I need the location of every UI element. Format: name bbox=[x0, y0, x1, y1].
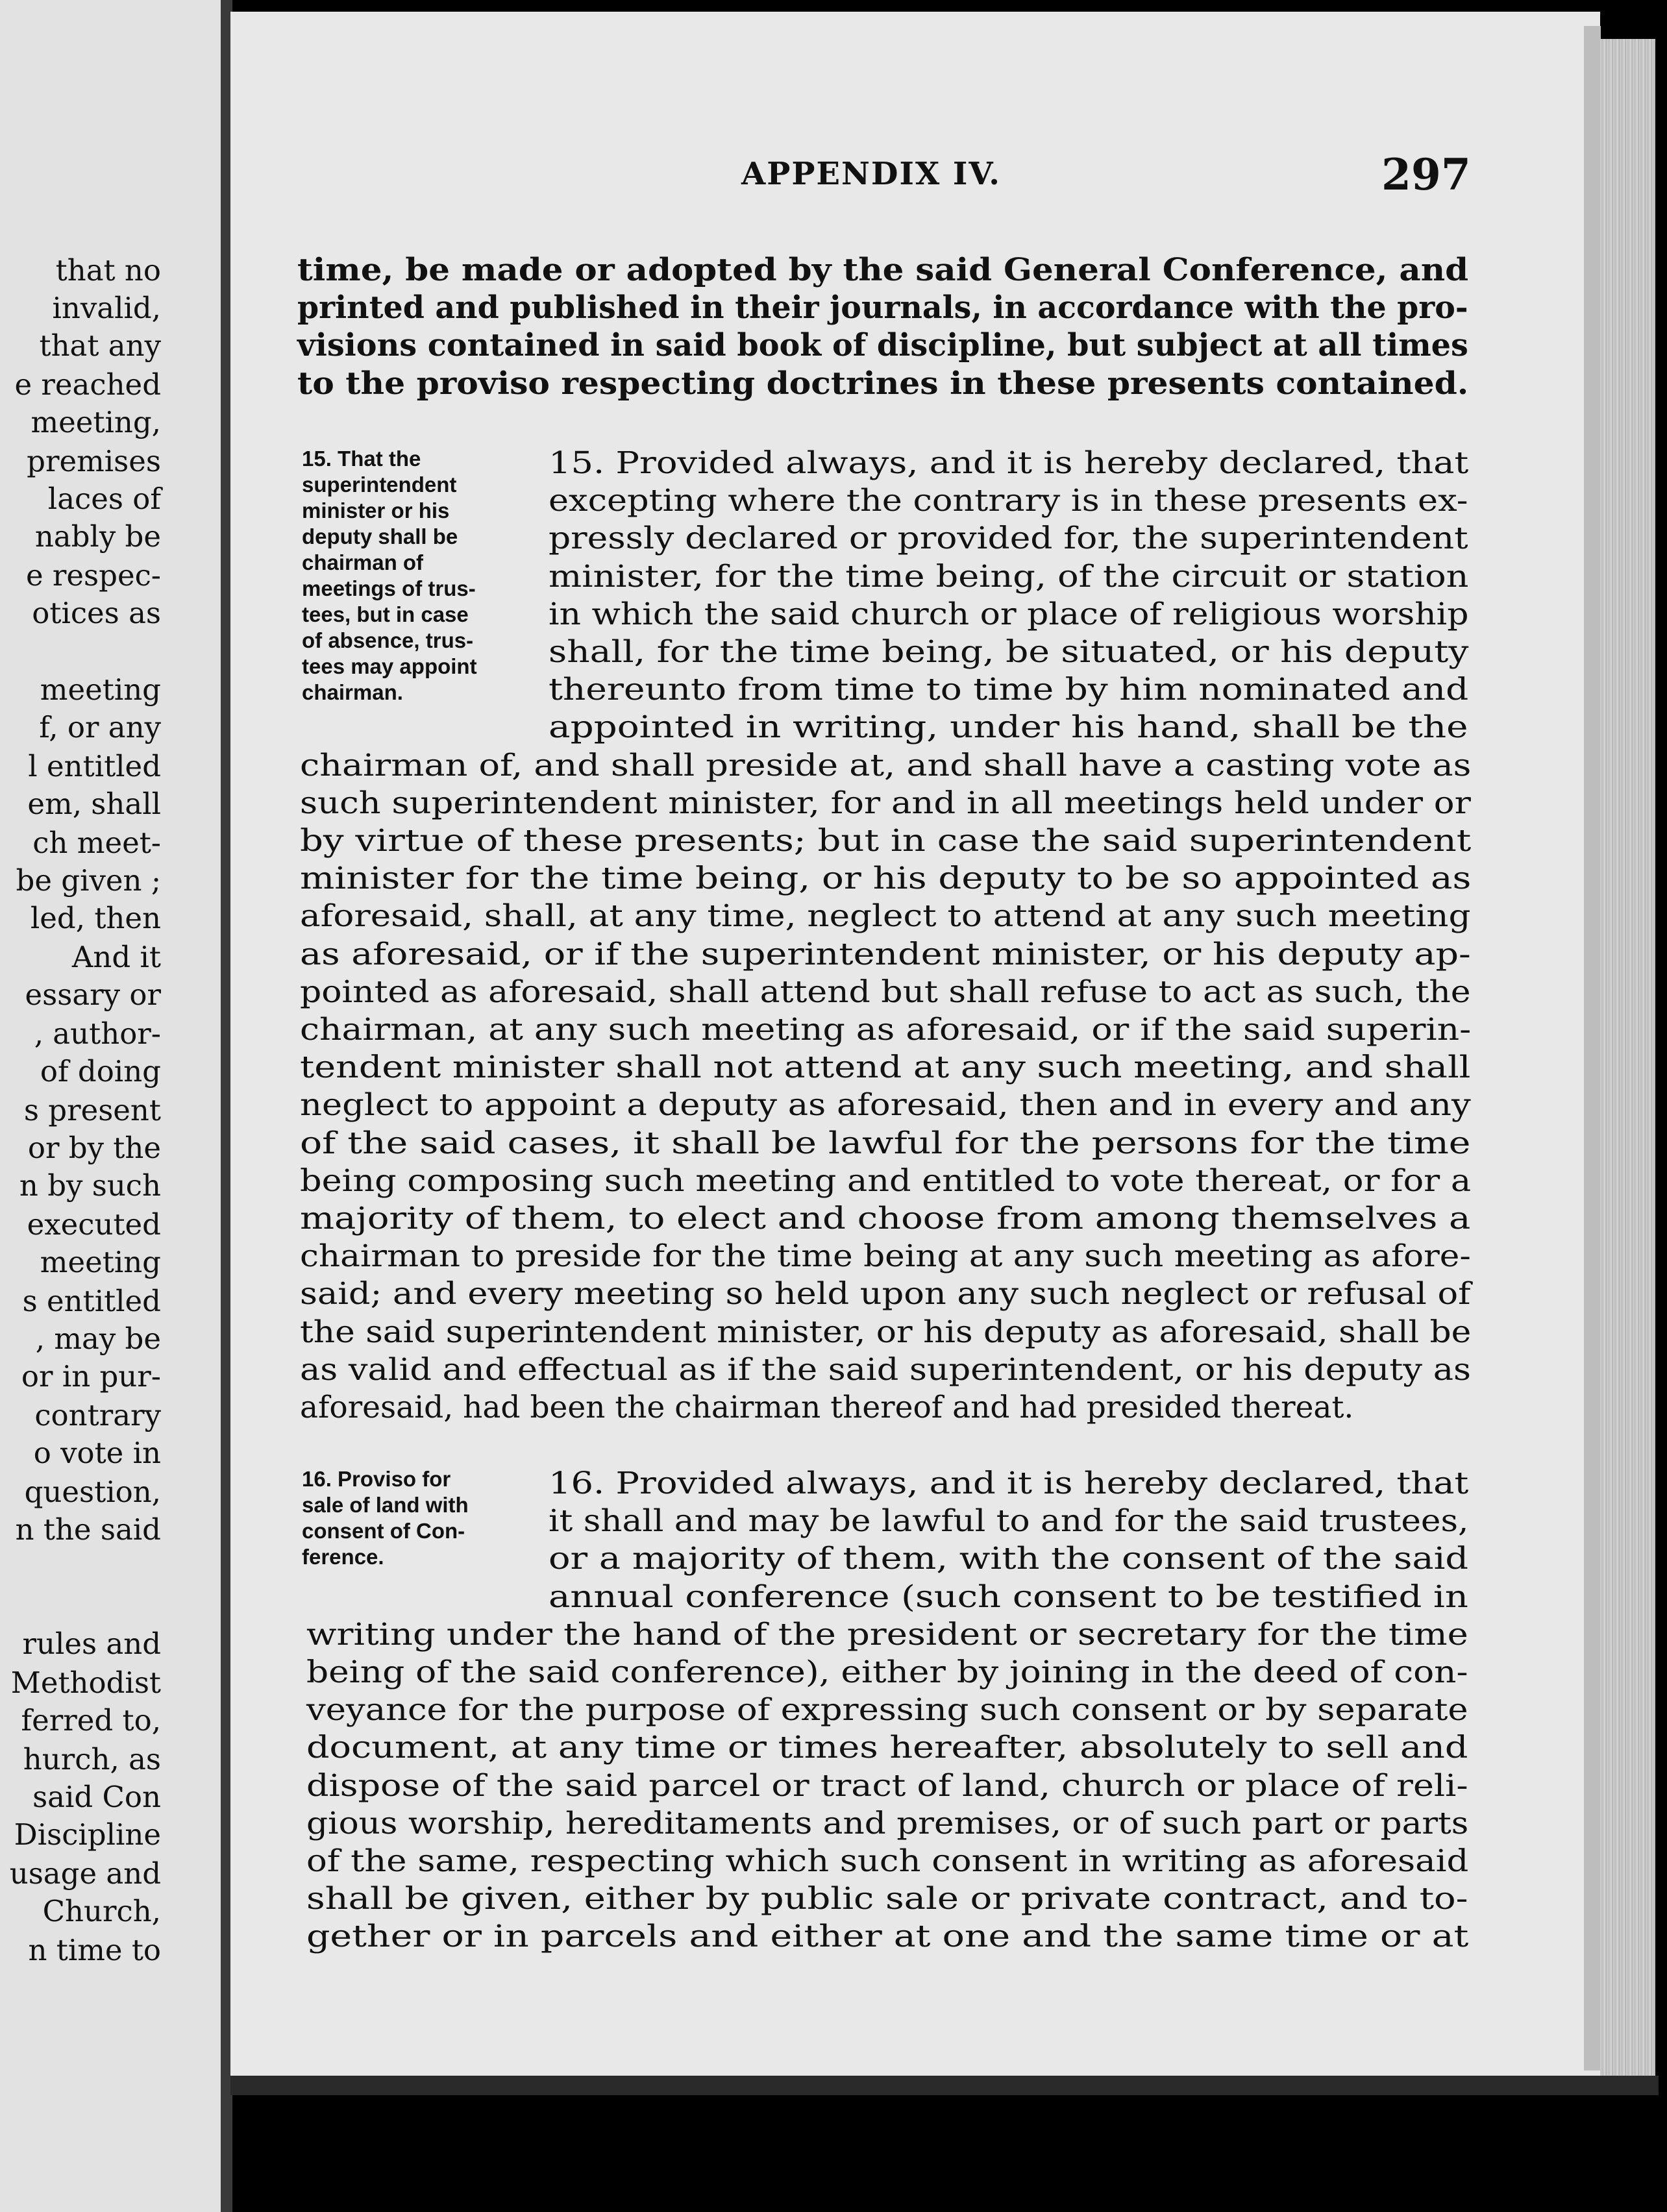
section15-line: pressly declared or provided for, the superintendent bbox=[549, 521, 1468, 557]
margin-note-15: tees may appoint bbox=[302, 654, 477, 678]
section16-line: document, at any time or times hereafter, absolutely to sell and bbox=[306, 1730, 1468, 1766]
section16-line: dispose of the said parcel or tract of land, church or place of reli- bbox=[306, 1767, 1468, 1804]
section16-line: veyance for the purpose of expressing such consent or by separate bbox=[306, 1692, 1468, 1728]
left-page-line: hurch, as bbox=[23, 1742, 161, 1776]
left-page-line: o vote in bbox=[33, 1436, 161, 1470]
left-page-line: n the said bbox=[15, 1512, 161, 1547]
section16-line: writing under the hand of the president or secretary for the time bbox=[306, 1616, 1468, 1653]
section15-line: chairman, at any such meeting as aforesaid, or if the said superin- bbox=[300, 1012, 1472, 1048]
section15-line: as aforesaid, or if the superintendent minister, or his deputy ap- bbox=[300, 936, 1471, 972]
section16-line: 16. Provided always, and it is hereby declared, that bbox=[549, 1466, 1469, 1501]
left-page-line: Discipline bbox=[14, 1817, 161, 1852]
left-page-line: n by such bbox=[19, 1168, 161, 1203]
section15-line: chairman of, and shall preside at, and shall have a casting vote as bbox=[300, 747, 1472, 783]
left-page-line: laces of bbox=[47, 482, 161, 516]
margin-note-15: tees, but in case bbox=[302, 602, 469, 626]
section16-line: being of the said conference), either by joining in the deed of con- bbox=[306, 1654, 1468, 1690]
section15-line: of the said cases, it shall be lawful for the persons for the time bbox=[300, 1125, 1471, 1161]
left-page-line: or by the bbox=[27, 1131, 161, 1165]
section15-line: shall, for the time being, be situated, or his deputy bbox=[549, 634, 1469, 670]
left-page-line: Church, bbox=[42, 1894, 161, 1928]
left-page-line: Methodist bbox=[10, 1665, 161, 1700]
left-page-line: meeting, bbox=[31, 405, 161, 439]
section15-line: majority of them, to elect and choose from among themselves a bbox=[300, 1201, 1471, 1236]
section15-line: appointed in writing, under his hand, shall be the bbox=[549, 709, 1468, 746]
section16-line: annual conference (such consent to be testified in bbox=[549, 1579, 1468, 1615]
left-page-line: invalid, bbox=[52, 291, 161, 325]
left-page-line: contrary bbox=[34, 1398, 161, 1432]
left-page-line: usage and bbox=[9, 1856, 161, 1891]
margin-note-15: deputy shall be bbox=[302, 524, 458, 548]
section15-line: aforesaid, shall, at any time, neglect to attend at any such meeting bbox=[300, 898, 1471, 935]
section15-line: tendent minister shall not attend at any such meeting, and shall bbox=[300, 1050, 1471, 1086]
left-page-line: executed bbox=[27, 1207, 161, 1242]
left-page-line: premises bbox=[27, 444, 161, 478]
left-page-line: meeting bbox=[40, 1245, 161, 1279]
margin-note-15: 15. That the bbox=[302, 447, 421, 471]
left-page-line: be given ; bbox=[16, 863, 161, 898]
left-page-line: that no bbox=[55, 253, 161, 288]
left-page-line: e reached bbox=[14, 367, 161, 402]
left-page-line: rules and bbox=[22, 1627, 161, 1661]
section15-line: aforesaid, had been the chairman thereof and had presided thereat. bbox=[300, 1390, 1354, 1425]
section15-line: chairman to preside for the time being at any such meeting as afore- bbox=[300, 1238, 1471, 1275]
section15-line: said; and every meeting so held upon any such neglect or refusal of bbox=[300, 1276, 1471, 1312]
left-page-line: And it bbox=[71, 940, 161, 974]
page-header bbox=[0, 149, 1667, 201]
page-edge-shadow bbox=[1584, 26, 1601, 2071]
section15-line: such superintendent minister, for and in all meetings held under or bbox=[300, 785, 1471, 821]
margin-note-15: of absence, trus- bbox=[302, 628, 474, 652]
left-page-line: s entitled bbox=[22, 1284, 161, 1318]
margin-note-16: 16. Proviso for bbox=[302, 1467, 451, 1491]
section15-line: as valid and effectual as if the said superintendent, or his deputy as bbox=[300, 1351, 1471, 1388]
margin-note-15: meetings of trus- bbox=[302, 576, 476, 600]
intro-line: printed and published in their journals, in accordance with the pro- bbox=[297, 289, 1468, 326]
left-page-line: , may be bbox=[35, 1321, 161, 1356]
margin-note-15: minister or his bbox=[302, 498, 450, 522]
left-page-line: f, or any bbox=[39, 710, 161, 744]
intro-line: time, be made or adopted by the said General Conference, and bbox=[297, 252, 1469, 288]
margin-note-15: chairman of bbox=[302, 550, 424, 574]
section15-line: minister, for the time being, of the circuit or station bbox=[549, 558, 1469, 595]
section16-line: gious worship, hereditaments and premises, or of such part or parts bbox=[306, 1805, 1469, 1841]
left-page-line: meeting bbox=[40, 672, 161, 707]
page-bottom-shadow bbox=[230, 2076, 1659, 2095]
left-page-line: e respec- bbox=[25, 558, 161, 593]
section16-line: gether or in parcels and either at one and the same time or at bbox=[306, 1919, 1469, 1955]
left-page-line: of doing bbox=[40, 1054, 161, 1088]
section15-line: the said superintendent minister, or his deputy as aforesaid, shall be bbox=[300, 1314, 1472, 1350]
left-page-line: s present bbox=[23, 1093, 161, 1127]
running-head: APPENDIX IV. bbox=[741, 156, 1001, 192]
section15-line: by virtue of these presents; but in case the said superintendent bbox=[300, 823, 1472, 859]
page-number: 297 bbox=[1381, 149, 1471, 200]
left-facing-page bbox=[0, 0, 221, 2212]
margin-note-16: ference. bbox=[302, 1545, 384, 1569]
section15-line: pointed as aforesaid, shall attend but shall refuse to act as such, the bbox=[300, 974, 1471, 1010]
section15-line: neglect to appoint a deputy as aforesaid, then and in every and any bbox=[300, 1087, 1471, 1124]
left-page-line: led, then bbox=[30, 901, 161, 935]
section15-line: minister for the time being, or his deputy to be so appointed as bbox=[300, 861, 1472, 897]
section15-line: 15. Provided always, and it is hereby declared, that bbox=[549, 445, 1469, 481]
left-page-line: said Con bbox=[32, 1780, 161, 1814]
section16-line: or a majority of them, with the consent of the said bbox=[549, 1541, 1469, 1577]
left-page-line: n time to bbox=[28, 1933, 161, 1967]
section16-line: shall be given, either by public sale or private contract, and to- bbox=[306, 1881, 1468, 1917]
section15-line: in which the said church or place of religious worship bbox=[549, 596, 1469, 632]
section15-line: excepting where the contrary is in these presents ex- bbox=[549, 483, 1468, 519]
section16-line: of the same, respecting which such consent in writing as aforesaid bbox=[306, 1843, 1469, 1879]
left-page-line: nably be bbox=[34, 519, 161, 554]
left-page-line: question, bbox=[24, 1475, 161, 1509]
margin-note-15: superintendent bbox=[302, 473, 457, 497]
section15-line: being composing such meeting and entitled to vote thereat, or for a bbox=[300, 1162, 1472, 1199]
left-page-line: ch meet- bbox=[32, 826, 161, 860]
left-page-line: or in pur- bbox=[21, 1359, 161, 1394]
margin-note-16: sale of land with bbox=[302, 1493, 469, 1517]
left-page-line: , author- bbox=[34, 1016, 161, 1051]
page-stack-edge bbox=[1600, 39, 1655, 2083]
section16-line: it shall and may be lawful to and for the said trustees, bbox=[549, 1503, 1469, 1540]
left-page-line: that any bbox=[39, 328, 161, 363]
intro-line: visions contained in said book of discipline, but subject at all times bbox=[297, 327, 1468, 364]
left-page-line: ferred to, bbox=[21, 1703, 161, 1738]
section15-line: thereunto from time to time by him nominated and bbox=[549, 672, 1469, 708]
intro-line: to the proviso respecting doctrines in these presents contained. bbox=[297, 365, 1469, 402]
left-page-line: em, shall bbox=[27, 787, 161, 821]
margin-note-15: chairman. bbox=[302, 680, 403, 704]
margin-note-16: consent of Con- bbox=[302, 1519, 465, 1543]
left-page-line: otices as bbox=[32, 596, 161, 630]
left-page-line: l entitled bbox=[28, 749, 161, 783]
left-page-line: essary or bbox=[25, 977, 161, 1012]
